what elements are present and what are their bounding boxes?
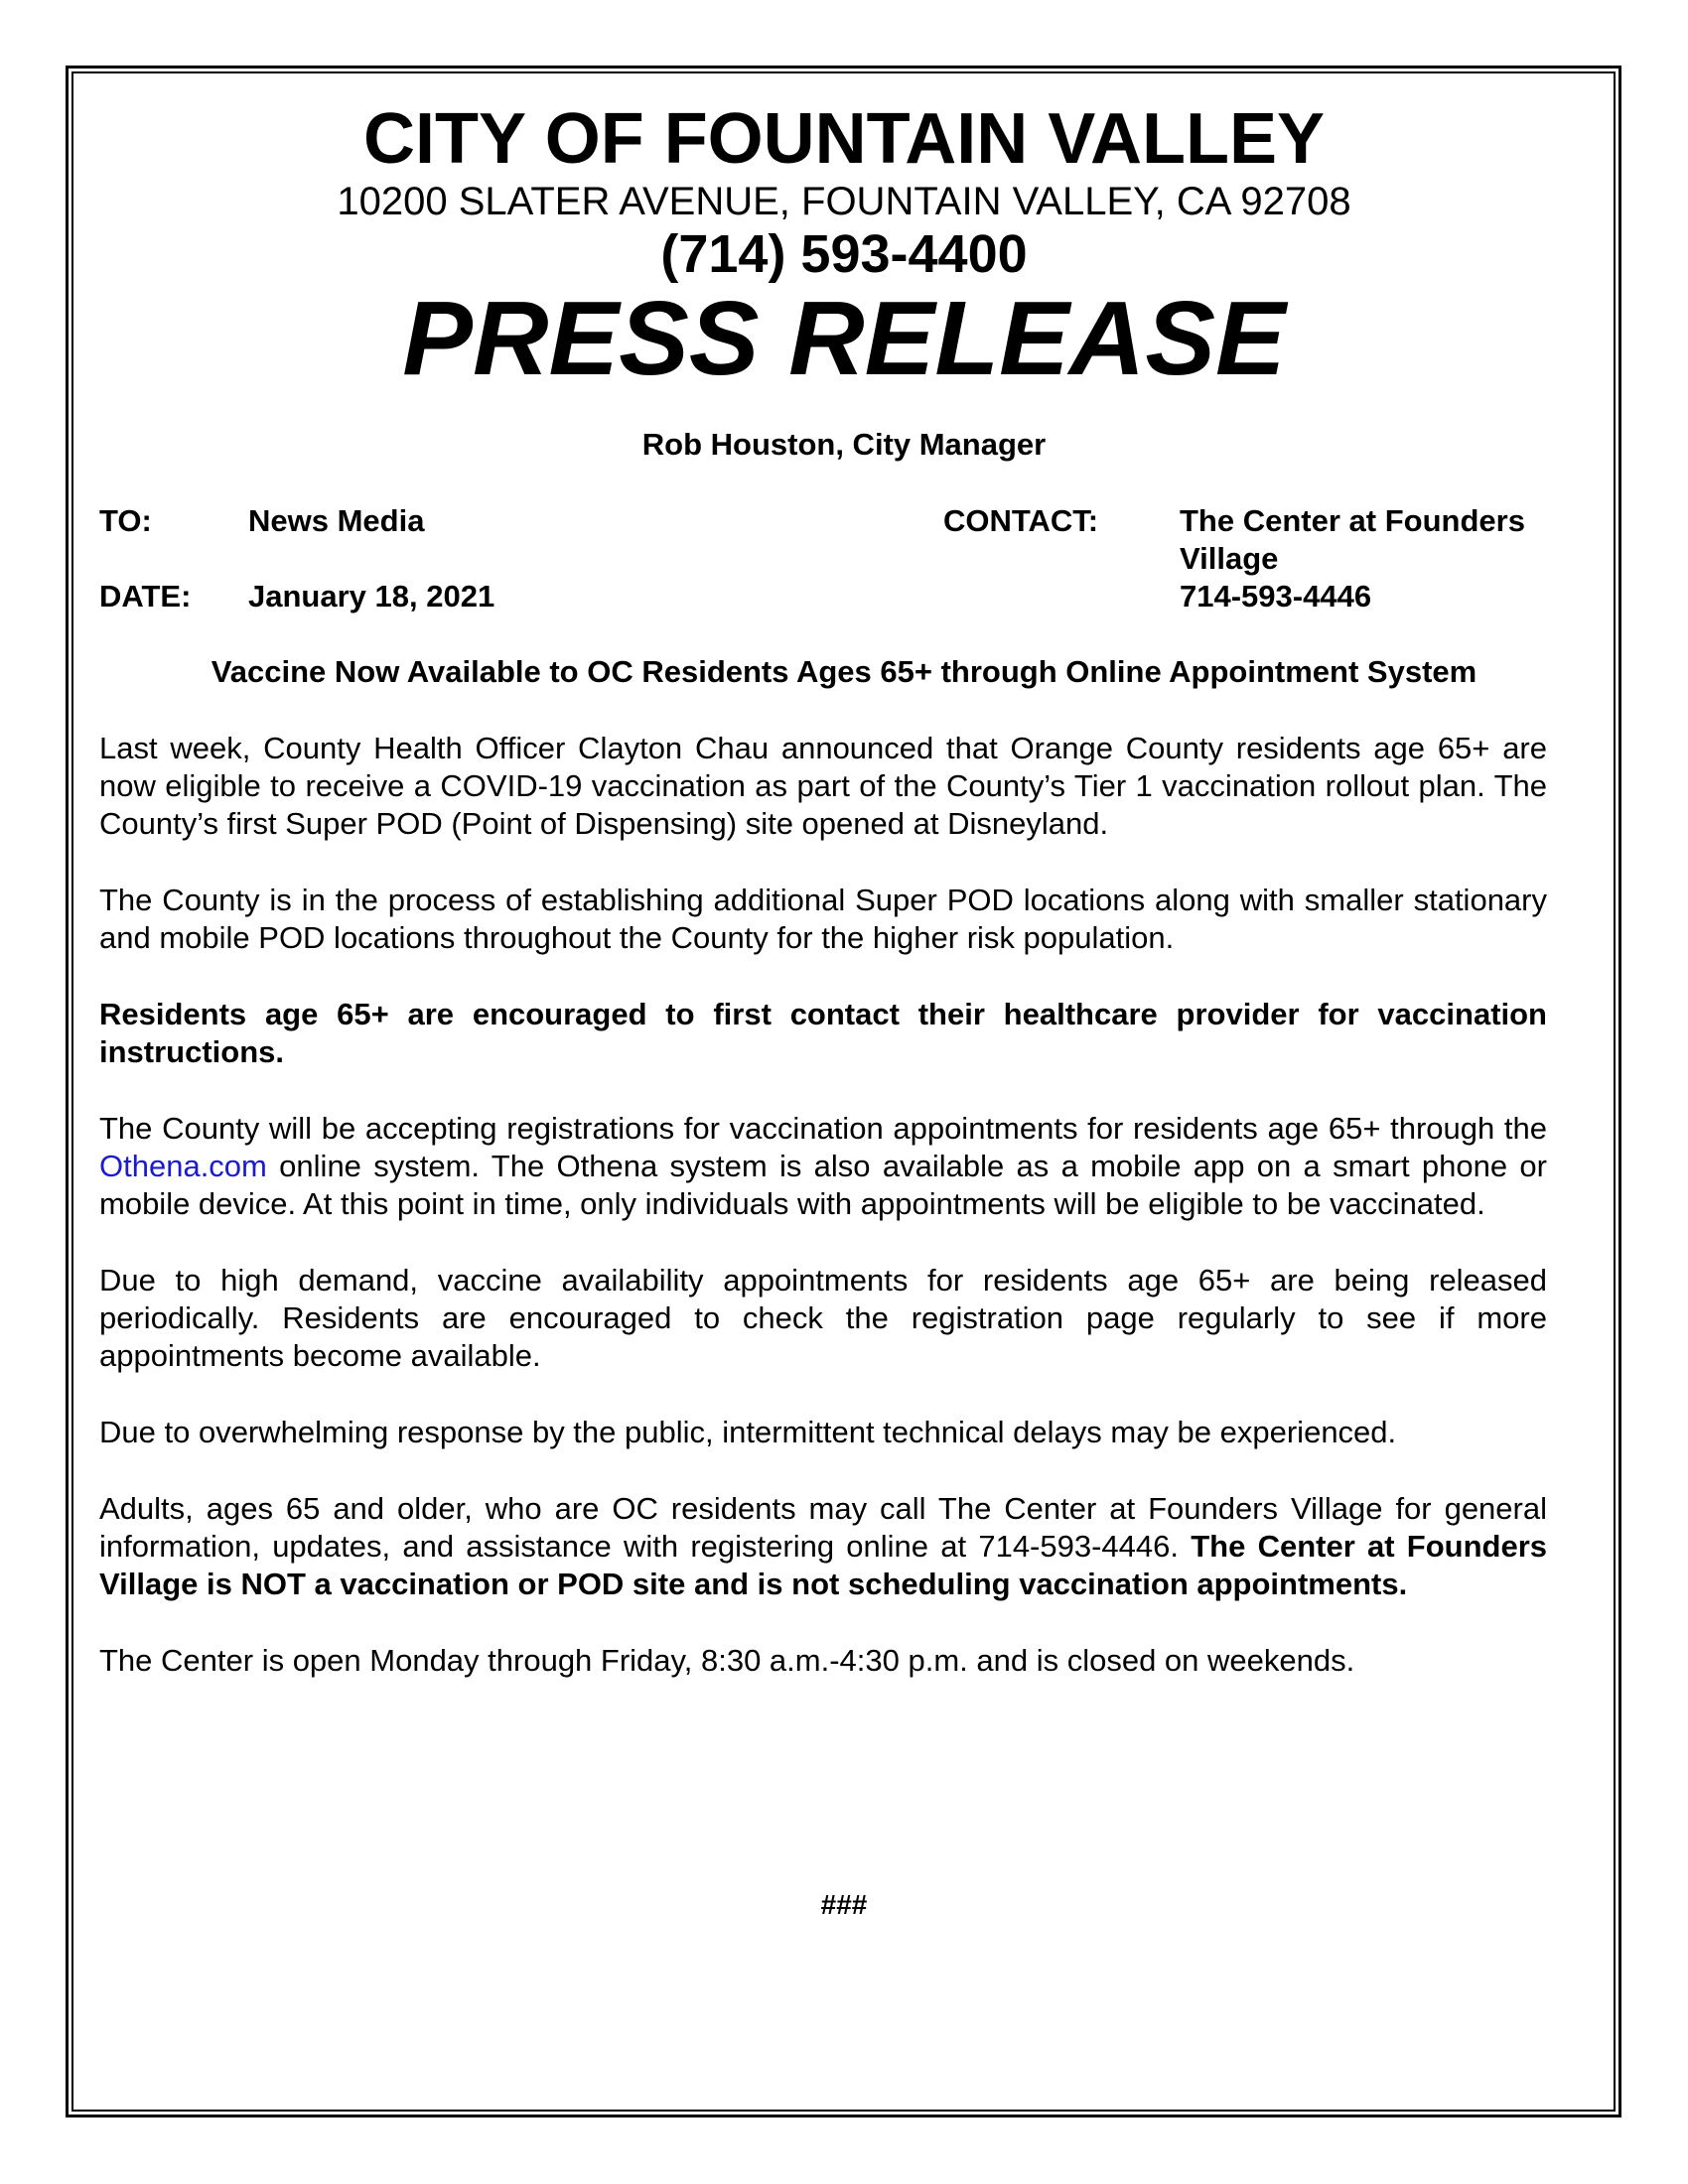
city-manager: Rob Houston, City Manager [641,427,1047,462]
paragraph-center-info [99,1490,1547,1603]
paragraph-center-hours: The Center is open Monday through Friday, 8:30 a.m.-4:30 p.m. and is closed on weekends. [99,1643,1355,1678]
paragraph-pod-locations: The County is in the process of establishing additional Super POD locations along with smaller stationary and mobile POD locations throughout the County for the higher risk population. [99,883,1547,955]
document-type-title: PRESS RELEASE [402,280,1286,397]
paragraph-technical-delays: Due to overwhelming response by the public, intermittent technical delays may be experienced. [99,1415,1397,1449]
contact-phone: 714-593-4446 [1180,579,1372,614]
organization-title: CITY OF FOUNTAIN VALLEY [363,99,1325,179]
registration-text-before: The County will be accepting registrations for vaccination appointments for residents age 65+ through the [99,1111,1547,1146]
registration-text-after: online system. The Othena system is also available as a mobile app on a smart phone or mobile device. At this point in time, only individuals with appointments will be eligible to be vaccinated. [99,1149,1547,1221]
contact-name-line1: The Center at Founders [1180,503,1525,538]
center-disclaimer: The Center at Founders Village is NOT a vaccination or POD site and is not scheduling vaccination appointments. [99,1529,1548,1601]
headline: Vaccine Now Available to OC Residents Ages 65+ through Online Appointment System [211,654,1477,689]
date-value: January 18, 2021 [248,579,495,614]
contact-label: CONTACT: [943,503,1099,538]
to-label: TO: [99,503,152,538]
paragraph-registration [99,1110,1547,1223]
othena-link[interactable]: Othena.com [99,1149,267,1183]
paragraph-announcement: Last week, County Health Officer Clayton Chau announced that Orange County residents age 65+ are now eligible to receive a COVID-19 vaccination as part of the County’s Tier 1 vaccination rollout plan. The County’s first Super POD (Point of Dispensing) site opened at Disneyland. [99,731,1547,841]
to-value: News Media [248,503,425,538]
organization-phone: (714) 593-4400 [660,224,1028,284]
press-release-body [99,730,1547,1718]
organization-address: 10200 SLATER AVENUE, FOUNTAIN VALLEY, CA 92708 [337,180,1351,223]
date-label: DATE: [99,579,192,614]
paragraph-high-demand: Due to high demand, vaccine availability appointments for residents age 65+ are being released periodically. Residents are encouraged to check the registration page regularly to see if more appointments become available. [99,1263,1547,1373]
contact-name-line2: Village [1180,541,1279,576]
end-marker: ### [820,1889,868,1920]
paragraph-contact-provider: Residents age 65+ are encouraged to first contact their healthcare provider for vaccination instructions. [99,997,1547,1069]
center-info-text: Adults, ages 65 and older, who are OC residents may call The Center at Founders Village for general information, updates, and assistance with registering online at 714-593-4446. [99,1491,1547,1564]
